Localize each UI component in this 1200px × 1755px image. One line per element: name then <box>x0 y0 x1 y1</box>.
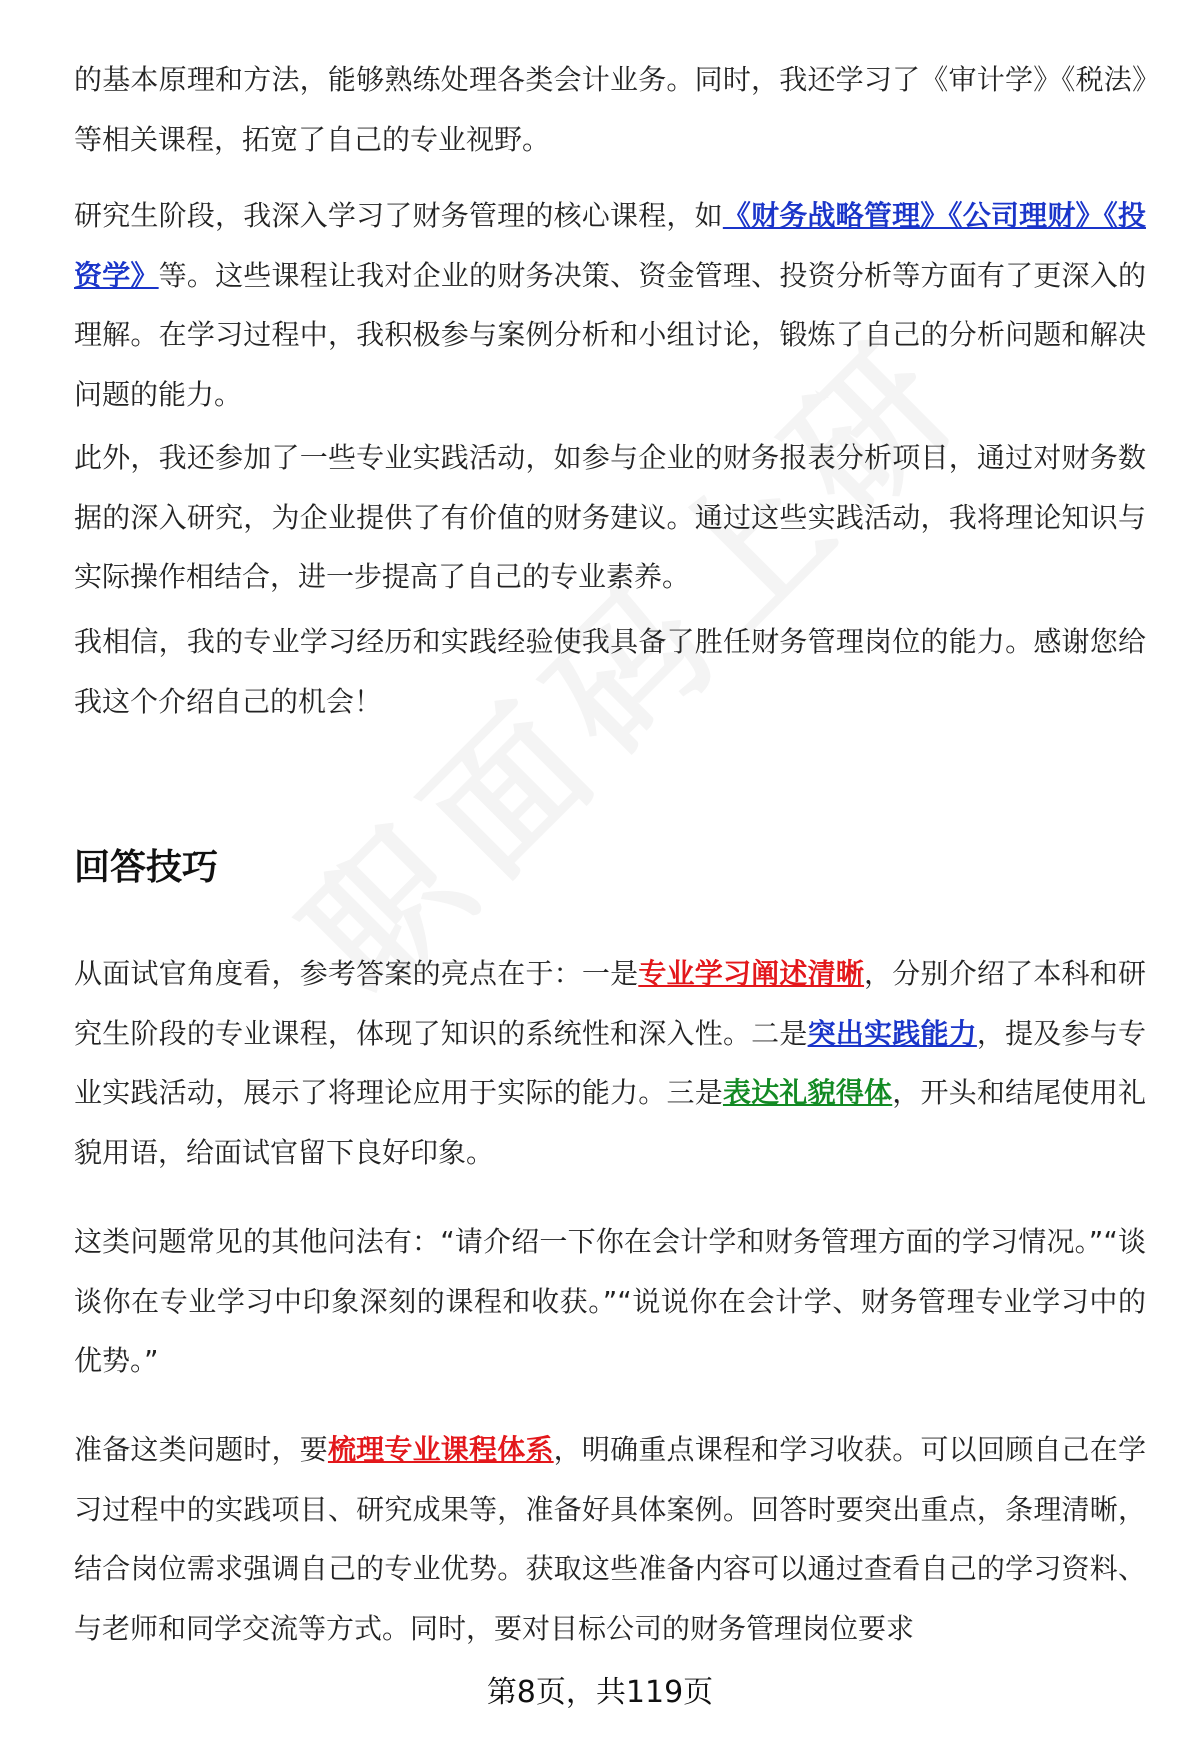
tip-paragraph-preparation <box>74 1420 1146 1658</box>
paragraph-text: 此外，我还参加了一些专业实践活动，如参与企业的财务报表分析项目，通过对财务数据的深入研究，为企业提供了有价值的财务建议。通过这些实践活动，我将理论知识与实际操作相结合，进一步提高了自己的专业素养。 <box>74 441 1146 593</box>
highlight-blue: 突出实践能力 <box>807 1016 977 1050</box>
paragraph-text: 等。这些课程让我对企业的财务决策、资金管理、投资分析等方面有了更深入的理解。在学习过程中，我积极参与案例分析和小组讨论，锻炼了自己的分析问题和解决问题的能力。 <box>74 258 1146 411</box>
paragraph-conclusion <box>74 612 1146 731</box>
tip-text: ，提及参与专业实践活动，展示了将理论应用于实际的能力。三是 <box>74 1016 1146 1109</box>
highlight-green: 表达礼貌得体 <box>722 1076 893 1109</box>
tip-text: 准备这类问题时，要 <box>74 1433 328 1466</box>
tip-text: ，明确重点课程和学习收获。可以回顾自己在学习过程中的实践项目、研究成果等，准备好具体案例。回答时要突出重点，条理清晰，结合岗位需求强调自己的专业优势。获取这些准备内容可以通过查看自己的学习资料、与老师和同学交流等方式。同时，要对目标公司的财务管理岗位要求 <box>74 1433 1146 1645</box>
page-number: 第8页，共119页 <box>486 1675 714 1710</box>
tip-paragraph-variants <box>74 1212 1146 1391</box>
tip-text: 这类问题常见的其他问法有：“请介绍一下你在会计学和财务管理方面的学习情况。”“谈谈你在专业学习中印象深刻的课程和收获。”“说说你在会计学、财务管理专业学习中的优势。” <box>74 1225 1146 1377</box>
course-link[interactable]: 《财务战略管理》《公司理财》《投资学》 <box>74 199 1146 292</box>
section-title: 回答技巧 <box>74 847 219 888</box>
paragraph-undergrad <box>74 50 1146 169</box>
highlight-red: 梳理专业课程体系 <box>327 1433 554 1466</box>
tip-paragraph-highlights <box>74 944 1146 1182</box>
paragraph-text: 的基本原理和方法，能够熟练处理各类会计业务。同时，我还学习了《审计学》《税法》等相关课程，拓宽了自己的专业视野。 <box>74 63 1146 156</box>
tip-text: 从面试官角度看，参考答案的亮点在于：一是 <box>74 957 639 990</box>
tip-text: ，开头和结尾使用礼貌用语，给面试官留下良好印象。 <box>74 1076 1146 1169</box>
paragraph-text: 我相信，我的专业学习经历和实践经验使我具备了胜任财务管理岗位的能力。感谢您给我这个介绍自己的机会！ <box>74 625 1146 718</box>
paragraph-practice <box>74 428 1146 607</box>
paragraph-text: 研究生阶段，我深入学习了财务管理的核心课程，如 <box>74 199 723 232</box>
paragraph-graduate <box>74 186 1146 424</box>
tip-text: ，分别介绍了本科和研究生阶段的专业课程，体现了知识的系统性和深入性。二是 <box>74 957 1146 1050</box>
highlight-red: 专业学习阐述清晰 <box>638 957 865 990</box>
